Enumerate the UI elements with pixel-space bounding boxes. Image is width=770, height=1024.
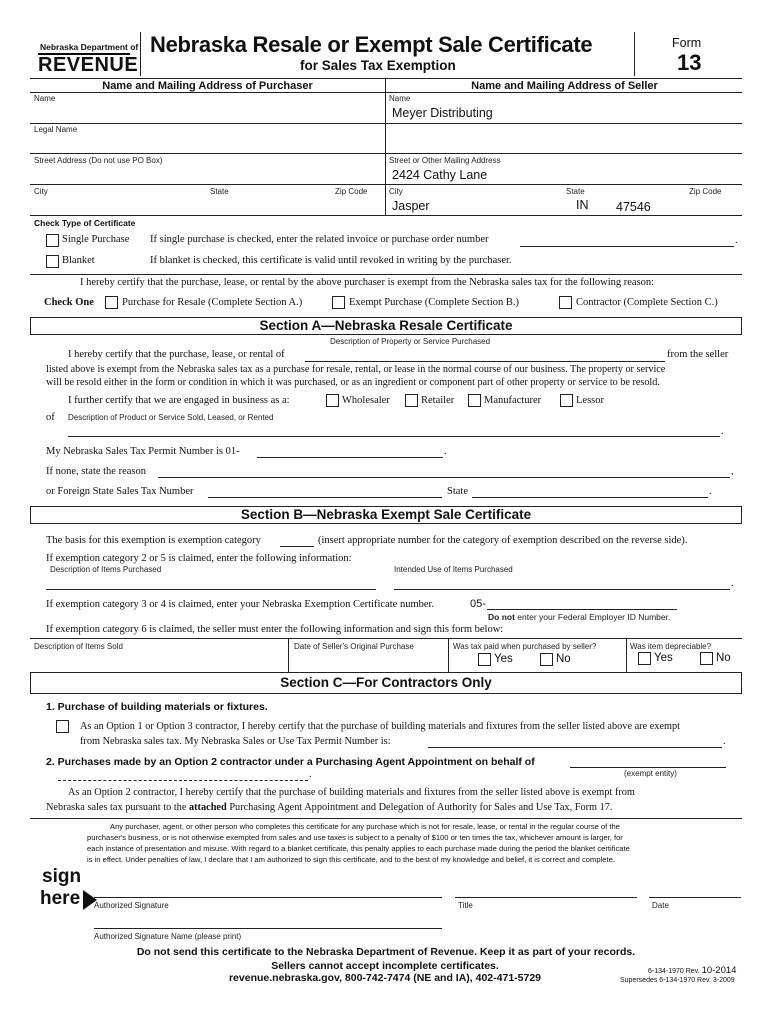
title-line[interactable] xyxy=(455,897,637,898)
page-title: Nebraska Resale or Exempt Sale Certificate xyxy=(150,32,593,57)
foreign-state-label: State xyxy=(447,486,468,497)
section-c-bottom-rule xyxy=(30,818,742,819)
business-type-intro: I further certify that we are engaged in business as a: xyxy=(68,395,290,406)
cat6-table-top-rule xyxy=(30,638,742,639)
depreciable-header: Was item depreciable? xyxy=(630,642,712,651)
items-purchased-line[interactable] xyxy=(46,589,376,590)
manufacturer-label: Manufacturer xyxy=(484,395,542,406)
street-row-rule xyxy=(30,184,742,185)
none-reason-comma: , xyxy=(731,466,734,477)
category-3-4-text: If exemption category 3 or 4 is claimed, enter your Nebraska Exemption Certificate number. xyxy=(46,599,435,610)
cat6-col-divider-2 xyxy=(448,638,449,672)
tax-paid-yes-checkbox[interactable] xyxy=(478,653,491,666)
contractor-item2-title: 2. Purchases made by an Option 2 contractor under a Purchasing Agent Appointment on behalf of xyxy=(46,756,535,768)
legal-name-label: Legal Name xyxy=(34,125,78,134)
header-divider-right xyxy=(634,32,635,76)
dept-name-line: Nebraska Department of xyxy=(40,42,139,52)
supersedes-note: Supersedes 6-134-1970 Rev. 3-2009 xyxy=(620,977,735,984)
purchaser-name-label: Name xyxy=(34,94,56,103)
single-purchase-checkbox[interactable] xyxy=(46,234,59,247)
tax-paid-no-checkbox[interactable] xyxy=(540,653,553,666)
contractor-item1-line1: As an Option 1 or Option 3 contractor, I hereby certify that the purchase of building materials and fixtures from the seller listed above are exempt xyxy=(80,721,681,732)
seller-street-value[interactable]: 2424 Cathy Lane xyxy=(392,168,488,182)
wholesaler-label: Wholesaler xyxy=(342,395,390,406)
printed-name-label: Authorized Signature Name (please print) xyxy=(94,932,242,941)
seller-name-label: Name xyxy=(389,94,411,103)
legal-name-rule xyxy=(30,153,742,154)
blanket-label: Blanket xyxy=(62,255,95,266)
form-label: Form xyxy=(672,36,702,50)
certificate-type-heading: Check Type of Certificate xyxy=(34,218,136,228)
seller-city-label: City xyxy=(389,187,403,196)
section-a-title: Section A—Nebraska Resale Certificate xyxy=(30,317,742,335)
seller-state-value[interactable]: IN xyxy=(576,198,589,212)
name-row-rule xyxy=(30,123,742,124)
authorized-signature-line[interactable] xyxy=(94,897,442,898)
foreign-tax-number-text: or Foreign State Sales Tax Number xyxy=(46,486,194,497)
contractor-checkbox[interactable] xyxy=(559,296,572,309)
exempt-purchase-checkbox[interactable] xyxy=(332,296,345,309)
contractor-permit-line[interactable] xyxy=(428,747,722,748)
seller-heading: Name and Mailing Address of Seller xyxy=(471,80,658,92)
single-purchase-text: If single purchase is checked, enter the related invoice or purchase order number xyxy=(150,234,489,245)
seller-state-label: State xyxy=(566,187,585,196)
address-block-top-rule xyxy=(30,78,742,79)
seller-zip-value[interactable]: 47546 xyxy=(616,200,651,214)
exemption-basis-end: (insert appropriate number for the category of exemption described on the reverse side). xyxy=(318,535,688,546)
items-purchased-label: Description of Items Purchased xyxy=(50,565,162,574)
title-label: Title xyxy=(458,901,473,910)
purchaser-zip-label: Zip Code xyxy=(335,187,368,196)
section-a-line3: will be resold either in the form or condition in which it was purchased, or as an ingredient or component part of other property or service to be resold. xyxy=(46,377,660,388)
original-purchase-date-header: Date of Seller's Original Purchase xyxy=(294,642,414,651)
contractor-option-label: Contractor (Complete Section C.) xyxy=(576,297,718,308)
wholesaler-checkbox[interactable] xyxy=(326,394,339,407)
tax-paid-header: Was tax paid when purchased by seller? xyxy=(453,642,597,651)
retailer-checkbox[interactable] xyxy=(405,394,418,407)
page-subtitle: for Sales Tax Exemption xyxy=(300,58,456,73)
foreign-tax-number-line[interactable] xyxy=(208,497,442,498)
penalty-line-4: is in effect. Under penalties of law, I declare that I am authorized to sign this certificate, and to the best of my knowledge and belief, it is correct and complete. xyxy=(87,855,615,864)
exemption-cert-prefix: 05- xyxy=(470,598,486,610)
retailer-label: Retailer xyxy=(421,395,455,406)
depreciable-no-checkbox[interactable] xyxy=(700,652,713,665)
purchaser-street-label: Street Address (Do not use PO Box) xyxy=(34,156,163,165)
depreciable-yes-label: Yes xyxy=(654,652,673,664)
section-a-line2: listed above is exempt from the Nebraska sales tax as a purchase for resale, rental, or lease in the normal course of our business. The property or service xyxy=(46,364,666,375)
permit-line-period: . xyxy=(444,446,447,457)
section-b-title: Section B—Nebraska Exempt Sale Certificate xyxy=(30,506,742,524)
seller-city-value[interactable]: Jasper xyxy=(392,199,430,213)
seller-zip-label: Zip Code xyxy=(689,187,722,196)
category-6-text: If exemption category 6 is claimed, the seller must enter the following information and sign this form below: xyxy=(46,624,504,635)
date-line[interactable] xyxy=(649,897,741,898)
product-description-label: Description of Product or Service Sold, Leased, or Rented xyxy=(68,413,274,422)
sign-label: sign xyxy=(42,866,82,887)
certify-statement: I hereby certify that the purchase, lease, or rental by the above purchaser is exempt from the Nebraska sales tax for the following reason: xyxy=(80,277,655,288)
manufacturer-checkbox[interactable] xyxy=(468,394,481,407)
penalty-line-3: each instance of presentation and misuse. With regard to a blanket certificate, this penalty applies to each purchase made during the period the blanket certificate xyxy=(87,844,630,853)
exempt-entity-period: . xyxy=(309,769,312,780)
blanket-text: If blanket is checked, this certificate is valid until revoked in writing by the purchaser. xyxy=(150,255,512,266)
category-2-5-text: If exemption category 2 or 5 is claimed, enter the following information: xyxy=(46,553,352,564)
footer-contact: revenue.nebraska.gov, 800-742-7474 (NE and IA), 402-471-5729 xyxy=(228,972,542,984)
exemption-basis-text: The basis for this exemption is exemption category xyxy=(46,535,261,546)
footer-incomplete-notice: Sellers cannot accept incomplete certificates. xyxy=(271,960,499,972)
exempt-entity-label: (exempt entity) xyxy=(624,769,677,778)
contractor-item2-line1: As an Option 2 contractor, I hereby certify that the purchase of building materials and fixtures from the seller listed above is exempt from xyxy=(68,787,635,798)
revenue-logo: REVENUE xyxy=(38,54,139,76)
invoice-number-line[interactable] xyxy=(520,246,734,247)
certificate-type-rule xyxy=(30,274,742,275)
foreign-state-line[interactable] xyxy=(472,497,708,498)
none-reason-line[interactable] xyxy=(158,477,730,478)
intended-use-period: . xyxy=(731,578,734,589)
blanket-checkbox[interactable] xyxy=(46,255,59,268)
of-label: of xyxy=(46,412,55,423)
tax-paid-yes-label: Yes xyxy=(494,653,513,665)
foreign-state-period: . xyxy=(709,486,712,497)
intended-use-label: Intended Use of Items Purchased xyxy=(394,565,513,574)
seller-name-value[interactable]: Meyer Distributing xyxy=(392,106,493,120)
product-description-line[interactable] xyxy=(68,436,720,437)
authorized-signature-label: Authorized Signature xyxy=(94,901,169,910)
contractor-permit-period: . xyxy=(723,736,726,747)
intended-use-line[interactable] xyxy=(394,589,730,590)
form-revision: 6-134-1970 Rev. 10-2014 xyxy=(648,965,737,976)
lessor-checkbox[interactable] xyxy=(560,394,573,407)
property-description-line[interactable] xyxy=(305,361,665,362)
product-line-period: . xyxy=(721,426,724,437)
address-block-bottom-rule xyxy=(30,215,742,216)
contractor-item2-line2: Nebraska sales tax pursuant to the attached Purchasing Agent Appointment and Delegation of Authority for Sales and Use Tax, Form 17. xyxy=(46,802,613,813)
none-reason-text: If none, state the reason xyxy=(46,466,147,477)
purchaser-city-label: City xyxy=(34,187,48,196)
purchaser-heading: Name and Mailing Address of Purchaser xyxy=(102,80,313,92)
resale-option-label: Purchase for Resale (Complete Section A.) xyxy=(122,297,303,308)
exemption-category-line[interactable] xyxy=(280,546,314,547)
permit-number-text: My Nebraska Sales Tax Permit Number is 01- xyxy=(46,446,240,457)
lessor-label: Lessor xyxy=(576,395,604,406)
here-label: here xyxy=(40,888,81,909)
contractor-item1-title: 1. Purchase of building materials or fixtures. xyxy=(46,701,268,713)
tax-paid-no-label: No xyxy=(556,653,571,665)
cat6-col-divider-1 xyxy=(288,638,289,672)
exempt-entity-line-2[interactable] xyxy=(58,780,308,781)
resale-checkbox[interactable] xyxy=(105,296,118,309)
address-block-divider xyxy=(385,78,386,215)
seller-street-label: Street or Other Mailing Address xyxy=(389,156,501,165)
section-a-line1-end: from the seller xyxy=(667,349,729,360)
permit-number-line[interactable] xyxy=(257,457,443,458)
check-one-label: Check One xyxy=(44,297,94,308)
purchaser-state-label: State xyxy=(210,187,229,196)
invoice-line-period: . xyxy=(735,235,738,246)
form-number: 13 xyxy=(677,50,702,75)
items-sold-header: Description of Items Sold xyxy=(34,642,123,651)
penalty-line-2: purchaser's business, or is not otherwise exempted from sales and use taxes is subject to a penalty of $100 or ten times the tax, whichever amount is larger, for xyxy=(87,833,623,842)
exempt-purchase-option-label: Exempt Purchase (Complete Section B.) xyxy=(349,297,520,308)
single-purchase-label: Single Purchase xyxy=(62,234,130,245)
heading-rule xyxy=(30,92,742,93)
depreciable-yes-checkbox[interactable] xyxy=(638,652,651,665)
depreciable-no-label: No xyxy=(716,652,731,664)
section-a-line1: I hereby certify that the purchase, lease, or rental of xyxy=(68,349,285,360)
footer-notice: Do not send this certificate to the Nebraska Department of Revenue. Keep it as part of your records. xyxy=(136,946,636,958)
exempt-entity-line-1[interactable] xyxy=(570,767,726,768)
printed-name-line[interactable] xyxy=(94,928,442,929)
option1-3-contractor-checkbox[interactable] xyxy=(56,720,69,733)
exemption-cert-number-line[interactable] xyxy=(487,609,677,610)
cat6-col-divider-3 xyxy=(626,638,627,672)
contractor-item1-line2: from Nebraska sales tax. My Nebraska Sales or Use Tax Permit Number is: xyxy=(80,736,391,747)
header-divider-left xyxy=(140,32,141,76)
penalty-line-1: Any purchaser, agent, or other person who completes this certificate for any purchase which is not for resale, lease, or rental in the regular course of the xyxy=(110,822,620,831)
date-label: Date xyxy=(652,901,669,910)
fein-note: Do not enter your Federal Employer ID Number. xyxy=(488,612,671,622)
property-description-label: Description of Property or Service Purchased xyxy=(330,337,491,346)
section-c-title: Section C—For Contractors Only xyxy=(30,672,742,694)
